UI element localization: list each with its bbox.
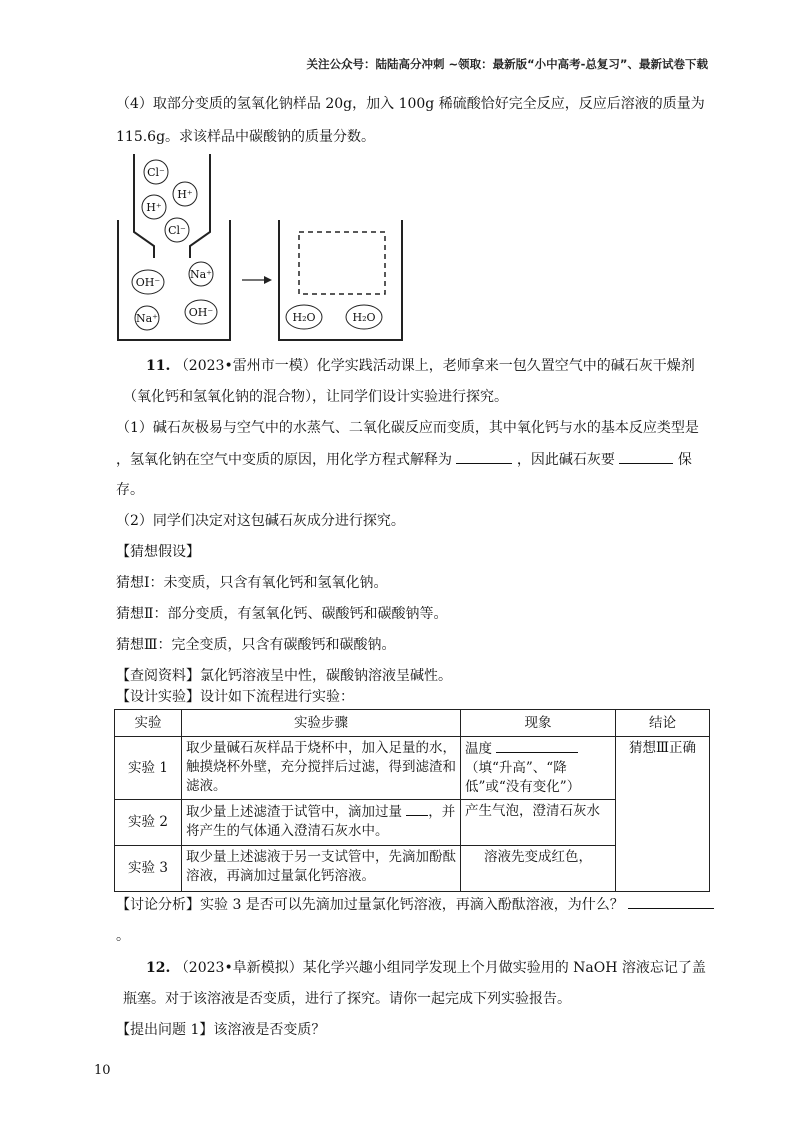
q4-line1: （4）取部分变质的氢氧化钠样品 20g，加入 100g 稀硫酸恰好完全反应，反应后溶液的质量为: [116, 96, 705, 112]
exp1-step: 取少量碱石灰样品于烧杯中，加入足量的水，触摸烧杯外壁，充分搅拌后过滤，得到滤渣和滤液。: [182, 737, 461, 800]
exp2-phenomenon: 产生气泡，澄清石灰水: [461, 800, 616, 846]
q11-line1: [146, 356, 695, 376]
table-row: [115, 737, 710, 800]
q11-p1-line2: [116, 449, 692, 470]
answer-blank-storage[interactable]: [619, 449, 673, 464]
arrow-head-icon: [264, 276, 272, 284]
q11-p2: （2）同学们决定对这包碱石灰成分进行探究。: [116, 513, 405, 529]
q11-p1-text-a: ，氢氧化钠在空气中变质的原因，用化学方程式解释为: [116, 452, 452, 468]
exp2-step-a: 取少量上述滤渣于试管中，滴加过量: [186, 804, 402, 820]
exp3-name: 实验 3: [115, 846, 182, 892]
ion-oh-2: OH⁻: [188, 306, 214, 319]
conclusion-cell: 猜想Ⅲ正确: [616, 737, 710, 892]
ion-cl-1: Cl⁻: [147, 166, 165, 179]
q11-line2: （氧化钙和氢氧化钠的混合物），让同学们设计实验进行探究。: [123, 389, 508, 405]
exp2-name: 实验 2: [115, 800, 182, 846]
exp1-name: 实验 1: [115, 737, 182, 800]
exp3-phenomenon: 溶液先变成红色，: [461, 846, 616, 892]
guess-3: 猜想Ⅲ：完全变质，只含有碳酸钙和碳酸钠。: [116, 637, 396, 653]
ion-h-1: H⁺: [177, 188, 193, 201]
discussion-end: 。: [116, 928, 130, 944]
dropper-right-wall: [190, 154, 210, 258]
header-phenomenon: 现象: [461, 710, 616, 737]
ion-na-2: Na⁺: [136, 312, 158, 325]
q12-stem: （2023•阜新模拟）某化学兴趣小组同学发现上个月做实验用的 NaOH 溶液忘记了盖: [174, 960, 706, 976]
q11-p1-line3: 存。: [116, 482, 144, 498]
ion-na-1: Na⁺: [190, 268, 212, 281]
ion-oh-1: OH⁻: [135, 276, 161, 289]
header-steps: 实验步骤: [182, 710, 461, 737]
exp3-step: 取少量上述滤液于另一支试管中，先滴加酚酞溶液，再滴加过量氯化钙溶液。: [182, 846, 461, 892]
discussion: [116, 894, 714, 915]
exp1-phen-b: （填“升高”、“降低”或“没有变化”）: [465, 760, 581, 795]
exp2-step-b: ，并将产生的气体通入澄清石灰水中。: [186, 804, 456, 839]
answer-blank-reagent[interactable]: [406, 802, 428, 816]
q12-number: 12.: [146, 960, 171, 976]
q11-number: 11.: [146, 358, 171, 374]
header-conclusion: 结论: [616, 710, 710, 737]
table-header-row: [115, 710, 710, 737]
exp1-phenomenon: [461, 737, 616, 800]
dashed-box: [299, 232, 385, 294]
q11-p1-text-b: ，因此碱石灰要: [516, 452, 615, 468]
answer-blank-temperature[interactable]: [496, 739, 578, 753]
header-experiment: 实验: [115, 710, 182, 737]
ion-h-2: H⁺: [146, 201, 162, 214]
q12-line2: 瓶塞。对于该溶液是否变质，进行了探究。请你一起完成下列实验报告。: [123, 991, 571, 1007]
guess-2: 猜想Ⅱ：部分变质，有氢氧化钙、碳酸钙和碳酸钠等。: [116, 606, 448, 622]
q11-stem: （2023•雷州市一模）化学实践活动课上，老师拿来一包久置空气中的碱石灰干燥剂: [174, 358, 695, 374]
q4-line2: 115.6g。求该样品中碳酸钠的质量分数。: [116, 129, 376, 145]
answer-blank-equation[interactable]: [456, 449, 512, 464]
page-header: 关注公众号：陆陆高分冲刺 ~领取：最新版“小中高考-总复习”、最新试卷下载: [306, 57, 708, 71]
ion-reaction-diagram: [114, 150, 414, 345]
reference-info: 【查阅资料】氯化钙溶液呈中性，碳酸钠溶液呈碱性。: [116, 668, 452, 684]
guess-1: 猜想Ⅰ：未变质，只含有氧化钙和氢氧化钠。: [116, 575, 388, 591]
q11-p1-line1: （1）碱石灰极易与空气中的水蒸气、二氧化碳反应而变质，其中氧化钙与水的基本反应类型是: [116, 420, 699, 436]
discussion-text: 【讨论分析】实验 3 是否可以先滴加过量氯化钙溶液，再滴入酚酞溶液，为什么？: [116, 897, 624, 913]
exp2-step: [182, 800, 461, 846]
guess-title: 【猜想假设】: [116, 544, 200, 560]
q12-line1: [146, 958, 706, 978]
page-number: 10: [94, 1063, 111, 1078]
ion-cl-2: Cl⁻: [168, 224, 186, 237]
design-intro: 【设计实验】设计如下流程进行实验：: [116, 689, 354, 705]
q11-p1-text-c: 保: [677, 452, 692, 468]
exp1-phen-a: 温度: [465, 741, 492, 757]
q12-ask: 【提出问题 1】该溶液是否变质？: [116, 1022, 326, 1038]
answer-blank-discussion[interactable]: [628, 894, 714, 909]
experiment-table: [114, 709, 710, 892]
product-h2o-1: H₂O: [292, 311, 316, 324]
product-h2o-2: H₂O: [352, 311, 376, 324]
